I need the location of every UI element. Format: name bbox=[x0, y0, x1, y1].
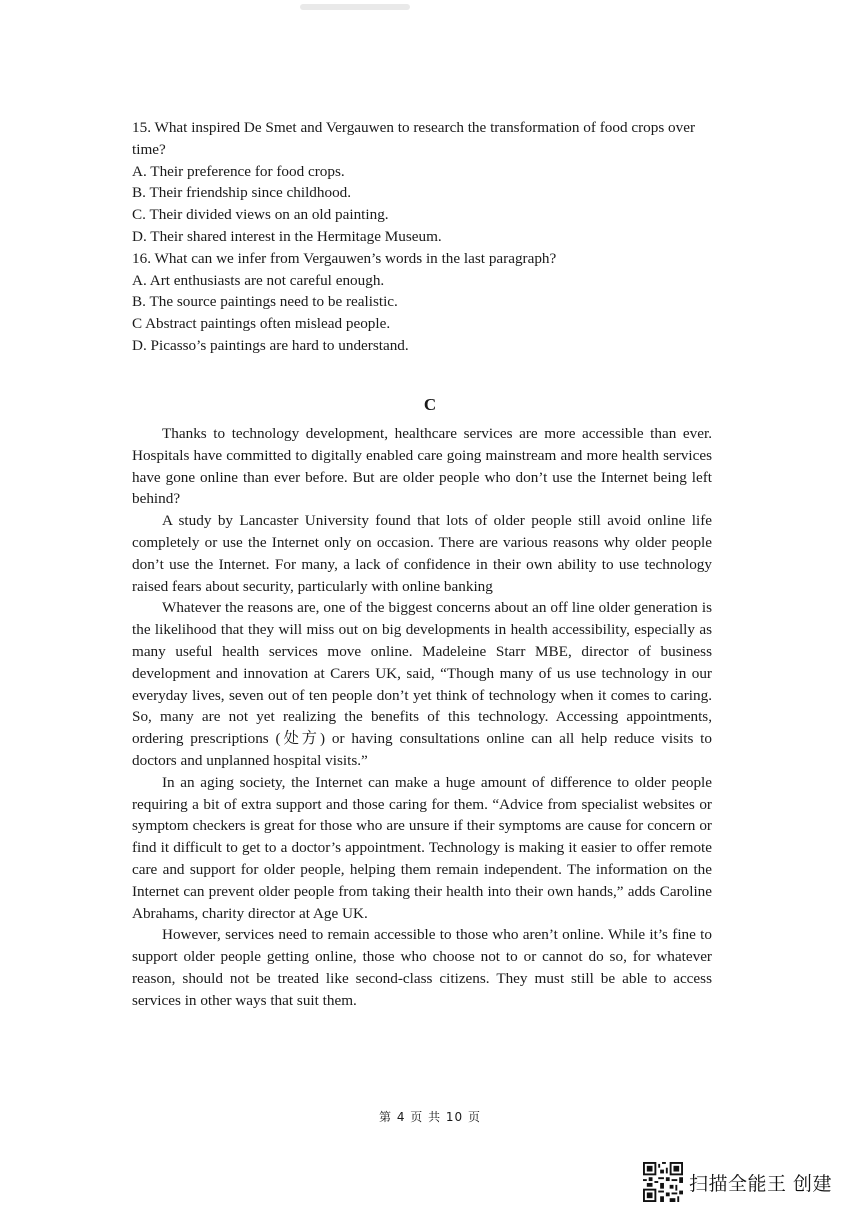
option-b: B. Their friendship since childhood. bbox=[132, 184, 352, 202]
reading-passage bbox=[132, 423, 712, 1012]
option-c: C. Their divided views on an old painting. bbox=[132, 206, 389, 224]
section-heading: C bbox=[423, 395, 437, 414]
question-stem: 15. What inspired De Smet and Vergauwen to research the transformation of food crops over time? bbox=[132, 119, 696, 158]
paragraph: In an aging society, the Internet can make a huge amount of difference to older people requiring a bit of extra support and those caring for them. “Advice from specialist websites or symptom checkers is great for those who are unsure if their symptoms are cause for concern or find it difficult to get to a doctor’s appointment. Technology is making it easier to offer remote care and support for older people, helping them remain independent. The information on the Internet can prevent older people from taking their health into their own hands,” adds Caroline Abrahams, charity director at Age UK. bbox=[132, 773, 712, 922]
question-list bbox=[132, 117, 722, 357]
option-b: B. The source paintings need to be realistic. bbox=[132, 293, 398, 311]
option-a: A. Art enthusiasts are not careful enough. bbox=[132, 271, 385, 289]
watermark-text: 扫描全能王 创建 bbox=[689, 1172, 833, 1195]
paragraph: Thanks to technology development, healthcare services are more accessible than ever. Hospitals have committed to digitally enabled care going mainstream and more health services have gone online than ever before. But are older people who don’t use the Internet being left behind? bbox=[132, 425, 712, 508]
page-number: 第 4 页 共 10 页 bbox=[379, 1110, 481, 1124]
option-a: A. Their preference for food crops. bbox=[132, 162, 345, 180]
question-stem: 16. What can we infer from Vergauwen’s words in the last paragraph? bbox=[132, 249, 557, 267]
scanner-watermark bbox=[643, 1162, 832, 1202]
scan-mark bbox=[300, 4, 410, 10]
option-c: C Abstract paintings often mislead people. bbox=[132, 315, 391, 333]
option-d: D. Picasso’s paintings are hard to understand. bbox=[132, 336, 409, 354]
option-d: D. Their shared interest in the Hermitage Museum. bbox=[132, 227, 442, 245]
paragraph: However, services need to remain accessible to those who aren’t online. While it’s fine to support older people getting online, those who choose not to or cannot do so, for whatever reason, should not be treated like second-class citizens. They must still be able to access services in other ways that suit them. bbox=[132, 926, 712, 1009]
paragraph: Whatever the reasons are, one of the biggest concerns about an off line older generation is the likelihood that they will miss out on big developments in health accessibility, especially as many useful health services move online. Madeleine Starr MBE, director of business development and innovation at Carers UK, said, “Though many of us use technology in our everyday lives, seven out of ten people don’t yet think of technology when it comes to caring. So, many are not yet realizing the benefits of this technology. Accessing appointments, ordering prescriptions (处方) or having consultations online can all help reduce visits to doctors and unplanned hospital visits.” bbox=[132, 599, 712, 769]
paragraph: A study by Lancaster University found that lots of older people still avoid online life completely or use the Internet only on occasion. There are various reasons why older people don’t use the Internet. For many, a lack of confidence in their own ability to use technology raised fears about security, particularly with online banking bbox=[132, 512, 712, 595]
qr-code-icon bbox=[643, 1162, 683, 1202]
